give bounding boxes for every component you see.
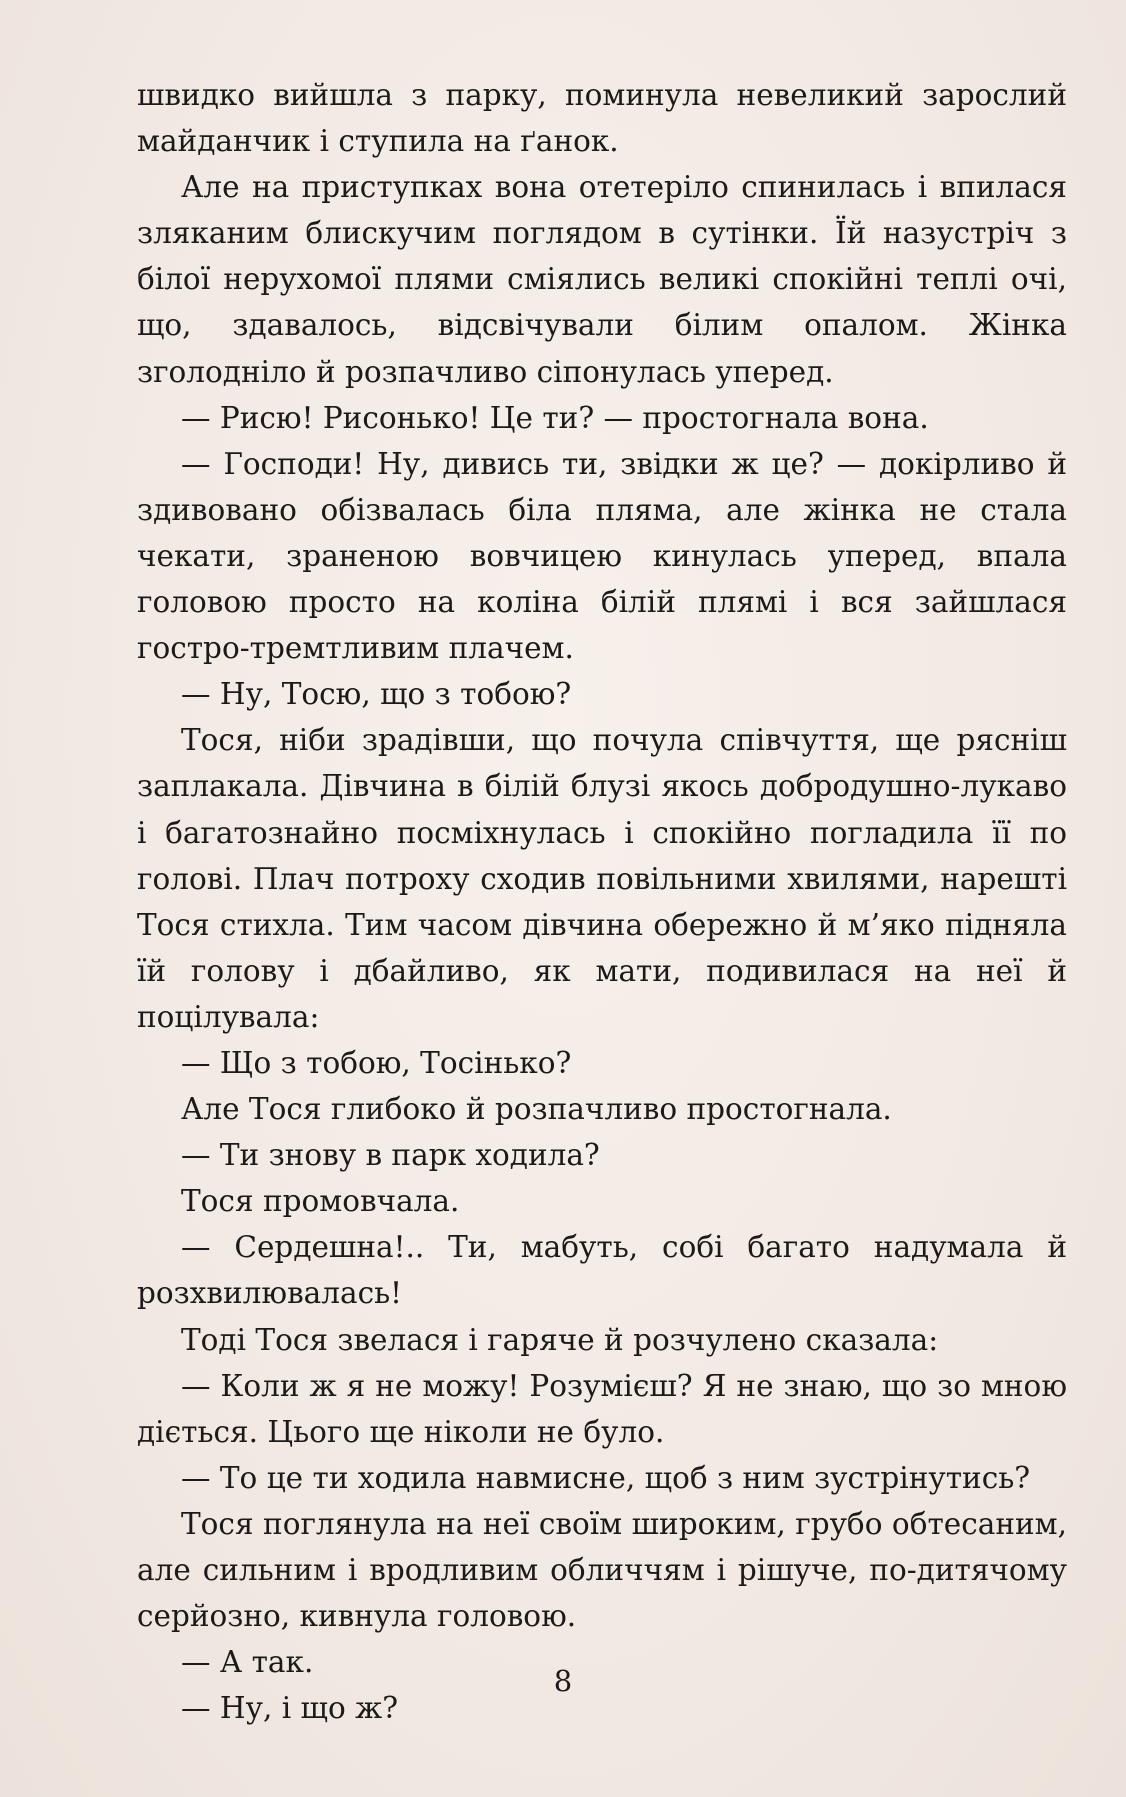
paragraph: Але на приступках вона отетеріло спинилась і впилася зляканим блискучим поглядом в сутінки. Їй назустріч з білої нерухомої плями сміялись великі спокійні теплі очі, що, здавалось, відсвічували білим опалом. Жінка зголодніло й розпачливо сіпонулась уперед. [137, 170, 1067, 389]
dialogue-line: — Рисю! Рисонько! Це ти? — простогнала вона. [181, 400, 929, 435]
dialogue-line: — Ну, Тосю, що з тобою? [181, 677, 572, 712]
paragraph: Тоді Тося звелася і гаряче й розчулено сказала: [181, 1322, 939, 1357]
dialogue-line: — Коли ж я не можу! Розумієш? Я не знаю, що зо мною діється. Цього ще ніколи не було. [137, 1368, 1067, 1449]
paragraph: швидко вийшла з парку, поминула невеликий зарослий майданчик і ступила на ґанок. [137, 78, 1067, 159]
page-body-text [137, 72, 1067, 1731]
paragraph: Тося промовчала. [181, 1184, 460, 1219]
dialogue-line: — Ти знову в парк ходила? [181, 1138, 600, 1173]
dialogue-line: — Сердешна!.. Ти, мабуть, собі багато надумала й розхвилювалась! [137, 1230, 1067, 1311]
paragraph: Тося, ніби зрадівши, що почула співчуття, ще рясніш заплакала. Дівчина в білій блузі якось добродушно-лукаво і багатознайно посміхнулась і спокійно погладила її по голові. Плач потроху сходив повільними хвилями, нарешті Тося стихла. Тим часом дівчина обережно й м’яко підняла їй голову і дбайливо, як мати, подивилася на неї й поцілувала: [137, 723, 1067, 1034]
dialogue-line: — Ну, і що ж? [181, 1691, 399, 1726]
paragraph: Але Тося глибоко й розпачливо простогнала. [181, 1092, 892, 1127]
page-number: 8 [553, 1664, 573, 1698]
paragraph: Тося поглянула на неї своїм широким, грубо обтесаним, але сильним і вродливим обличчям і рішуче, по-дитячому серйозно, кивнула головою. [137, 1506, 1067, 1634]
dialogue-line: — Що з тобою, Тосінько? [181, 1045, 572, 1080]
dialogue-line: — Господи! Ну, дивись ти, звідки ж це? — докірливо й здивовано обізвалась біла пляма, але жінка не стала чекати, зраненою вовчицею кинулась уперед, впала головою просто на коліна білій плямі і вся зайшлася гостро-тремтливим плачем. [137, 446, 1067, 666]
dialogue-line: — А так. [181, 1645, 314, 1680]
dialogue-line: — То це ти ходила навмисне, щоб з ним зустрінутись? [181, 1460, 1031, 1495]
